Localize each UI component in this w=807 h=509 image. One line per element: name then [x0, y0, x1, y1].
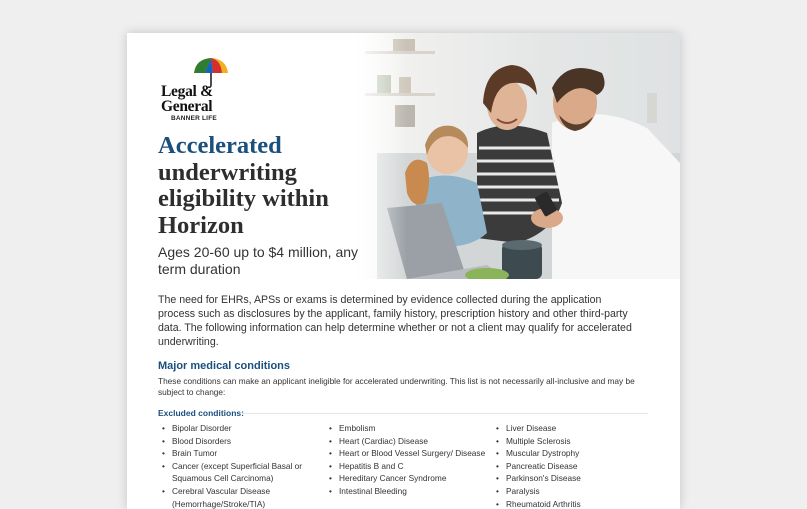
legal-general-logo	[161, 57, 271, 121]
conditions-column-1	[160, 422, 325, 509]
list-item: • Rheumatoid Arthritis	[494, 498, 644, 509]
list-item: • Heart or Blood Vessel Surgery/ Disease	[327, 447, 487, 460]
list-item: • Cancer (except Superficial Basal or Squamous Cell Carcinoma)	[160, 460, 325, 485]
page-subtitle: Ages 20-60 up to $4 million, any term duration	[158, 244, 359, 277]
intro-paragraph: The need for EHRs, APSs or exams is determined by evidence collected during the application process such as disclosures by the applicant, family history, prescription history and other third-party data. The following information can help determine whether or not a client may qualify for accelerated underwriting.	[158, 294, 632, 348]
list-item: • Liver Disease	[494, 422, 644, 435]
list-item: • Paralysis	[494, 485, 644, 498]
list-item: • Embolism	[327, 422, 487, 435]
list-item: • Brain Tumor	[160, 447, 325, 460]
family-photo	[347, 33, 680, 279]
logo-text-line1: Legal &	[161, 83, 213, 100]
conditions-column-3	[494, 422, 644, 509]
logo-subtitle: BANNER LIFE	[171, 115, 217, 122]
list-item: • Intestinal Bleeding	[327, 485, 487, 498]
list-item: • Pancreatic Disease	[494, 460, 644, 473]
title-accent: Accelerated	[158, 132, 282, 159]
page-title	[158, 133, 388, 239]
title-rest: underwriting eligibility within Horizon	[158, 158, 329, 239]
list-item: • Multiple Sclerosis	[494, 435, 644, 448]
logo-text-line2: General	[161, 98, 213, 115]
list-item: • Parkinson's Disease	[494, 472, 644, 485]
section-note: These conditions can make an applicant ineligible for accelerated underwriting. This list is not necessarily all-inclusive and may be subject to change:	[158, 376, 635, 397]
list-item: • Heart (Cardiac) Disease	[327, 435, 487, 448]
list-item: • Cerebral Vascular Disease (Hemorrhage/Stroke/TIA)	[160, 485, 325, 509]
list-item: • Hereditary Cancer Syndrome	[327, 472, 487, 485]
list-item: • Muscular Dystrophy	[494, 447, 644, 460]
conditions-column-2	[327, 422, 487, 498]
list-item: • Bipolar Disorder	[160, 422, 325, 435]
document-page	[127, 33, 680, 509]
excluded-label: Excluded conditions:	[158, 408, 244, 418]
list-item: • Hepatitis B and C	[327, 460, 487, 473]
section-heading: Major medical conditions	[158, 360, 291, 372]
list-item: • Blood Disorders	[160, 435, 325, 448]
